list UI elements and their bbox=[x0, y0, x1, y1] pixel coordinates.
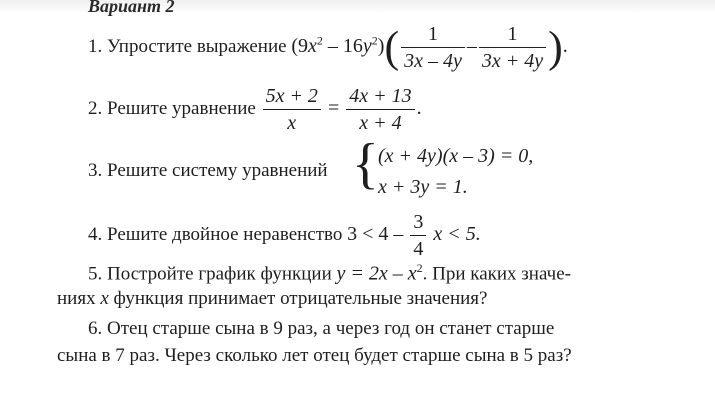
problem-3-text: Решите систему уравнений bbox=[107, 160, 328, 181]
rhs-fraction bbox=[346, 86, 414, 133]
denominator: x + 4 bbox=[359, 112, 402, 134]
var-y: y bbox=[362, 35, 372, 58]
system-equation-2: x + 3y = 1. bbox=[378, 176, 468, 198]
problem-6-text: Отец старше сына в 9 раз, а через год он станет старше bbox=[107, 318, 555, 339]
right-big-paren: ) bbox=[548, 22, 563, 72]
problem-5-text-cont: . При каких значе- bbox=[422, 263, 571, 285]
problem-3-number: 3. bbox=[88, 160, 103, 181]
exponent: 2 bbox=[371, 33, 378, 48]
var-x: x bbox=[308, 35, 317, 58]
period: . bbox=[562, 35, 568, 58]
numerator: 1 bbox=[401, 24, 465, 48]
numerator: 1 bbox=[479, 24, 546, 48]
problem-4-number: 4. bbox=[88, 224, 103, 246]
period: . bbox=[416, 97, 422, 120]
problem-5-number: 5. bbox=[88, 263, 103, 285]
problem-1-expression bbox=[291, 22, 568, 72]
expr-part: (9 bbox=[291, 35, 308, 58]
numerator: 3 bbox=[410, 212, 426, 236]
denominator: 3x – 4y bbox=[404, 50, 462, 72]
exponent: 2 bbox=[316, 33, 323, 48]
problem-5-text: Постройте график функции bbox=[107, 263, 332, 285]
minus-sign: – bbox=[466, 35, 477, 58]
problem-5-text-cont: функция принимает отрицательные значения? bbox=[113, 288, 488, 309]
function-expression: y = 2x – x bbox=[336, 262, 417, 285]
left-big-paren: ( bbox=[384, 22, 400, 72]
problem-4-text: Решите двойное неравенство bbox=[107, 224, 343, 246]
problem-2-number: 2. bbox=[88, 98, 103, 120]
problem-4 bbox=[88, 212, 481, 259]
system-brace: { bbox=[352, 133, 379, 195]
problem-2 bbox=[88, 86, 422, 133]
problem-3 bbox=[88, 161, 328, 180]
variant-title: Вариант 2 bbox=[88, 0, 175, 16]
numerator: 4x + 13 bbox=[346, 86, 414, 110]
problem-5-line-1 bbox=[88, 262, 571, 283]
denominator: 4 bbox=[413, 238, 424, 260]
problem-6-number: 6. bbox=[88, 318, 103, 339]
denominator: 3x + 4y bbox=[481, 50, 544, 72]
var-x: x bbox=[100, 288, 109, 309]
problem-6-line-2: сына в 7 раз. Через сколько лет отец будет старше сына в 5 раз? bbox=[57, 345, 572, 366]
denominator: x bbox=[287, 112, 297, 134]
inequality-fraction bbox=[410, 212, 426, 259]
fraction-1 bbox=[401, 24, 465, 71]
inequality-left: 3 < 4 – bbox=[347, 223, 404, 246]
expr-part: – 16 bbox=[322, 35, 363, 58]
problem-4-inequality bbox=[347, 211, 481, 260]
fraction-2 bbox=[479, 24, 546, 71]
problem-5-line-2 bbox=[57, 289, 487, 308]
lhs-fraction bbox=[263, 86, 321, 133]
problem-1-text: Упростите выражение bbox=[107, 36, 287, 58]
problem-5-text: ниях bbox=[57, 288, 96, 309]
inequality-right: x < 5. bbox=[433, 223, 481, 246]
problem-1-number: 1. bbox=[88, 36, 103, 58]
equals-sign: = bbox=[327, 97, 340, 120]
problem-2-equation bbox=[261, 85, 422, 134]
problem-1 bbox=[88, 24, 568, 71]
expr-part: ) bbox=[377, 35, 385, 58]
problem-6-line-1 bbox=[88, 319, 554, 338]
system-equation-1: (x + 4y)(x – 3) = 0, bbox=[378, 145, 534, 167]
numerator: 5x + 2 bbox=[263, 86, 321, 110]
problem-2-text: Решите уравнение bbox=[107, 98, 256, 120]
exponent: 2 bbox=[416, 261, 423, 275]
